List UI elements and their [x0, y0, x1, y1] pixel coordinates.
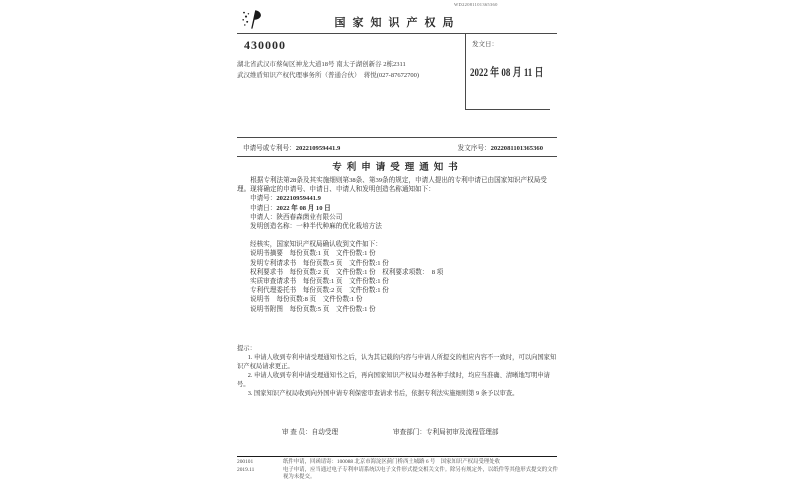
review-department-label: 审查部门： [393, 429, 426, 436]
recipient-address-line2: 武汉维盾知识产权代理事务所（普通合伙） 蒋悦(027-87672700) [237, 72, 419, 79]
footer [237, 459, 563, 482]
agency-title: 国家知识产权局 [334, 17, 461, 29]
footer-code: 200101 [237, 459, 254, 465]
examiner-label: 审 查 员： [282, 429, 312, 436]
recipient-address [237, 59, 463, 81]
detail-app-date-value: 2022 年 08 月 10 日 [276, 204, 331, 212]
note-item: 3. 国家知识产权局收到向外国申请专利保密审查请求书后，依据专利法实施细则第 9 条予以审查。 [247, 390, 519, 397]
review-department-value: 专利局初审及流程管理部 [425, 429, 499, 436]
footer-code: 2019.11 [237, 467, 255, 473]
detail-invention-value: 一种半代种麻的优化栽培方法 [296, 223, 382, 231]
notes-section [237, 344, 560, 398]
notice-body [237, 176, 560, 314]
footer-row [237, 459, 563, 466]
file-row: 权利要求书 每份页数:2 页 文件份数:1 份 权利要求项数： 8 项 [250, 268, 444, 276]
detail-app-no [237, 194, 560, 203]
file-row: 说明书摘要 每份页数:1 页 文件份数:1 份 [250, 250, 376, 258]
file-row: 说明书 每份页数:8 页 文件份数:1 份 [250, 296, 363, 304]
examiner-value: 自动受理 [311, 429, 339, 436]
footer-text: 电子申请，应当通过电子专利申请系统以电子文件形式提交相关文件。除另有规定外，以纸件等其他形式提交的文件视为未提交。 [283, 467, 558, 480]
detail-app-no-label: 申请号： [250, 195, 277, 203]
dispatch-serial [458, 142, 543, 152]
detail-applicant-label: 申请人： [250, 213, 277, 221]
issue-date-label: 发文日： [472, 41, 498, 48]
detail-app-no-value: 202210959441.9 [276, 195, 321, 203]
notice-title: 专利申请受理通知书 [332, 163, 463, 173]
dispatch-serial-value: 2022081101365360 [490, 145, 543, 152]
detail-applicant [237, 213, 560, 222]
footer-divider [237, 456, 557, 457]
file-row: 发明专利请求书 每份页数:5 页 文件份数:1 份 [250, 259, 389, 267]
note-item: 2. 申请人收到专利申请受理通知书之后，再向国家知识产权局办理各种手续时，均应当准确、清晰地写明申请号。 [237, 372, 550, 388]
issue-date-value: 2022 年 08 月 11 日 [470, 67, 544, 79]
file-row: 专利代理委托书 每份页数:2 页 文件份数:1 份 [250, 287, 389, 295]
examiner [282, 426, 338, 436]
note-item: 1. 申请人收到专利申请受理通知书之后，认为其记载的内容与申请人所提交的相应内容不一致时，可以向国家知识产权局请求更正。 [237, 354, 557, 370]
detail-invention-label: 发明创造名称： [250, 223, 297, 231]
issue-date-box [465, 34, 550, 110]
meta-band [237, 137, 557, 157]
footer-text: 纸件申请，回函请寄：100088 北京市海淀区蓟门桥西土城路 6 号 国家知识产权局受理处收 [283, 459, 500, 465]
footer-row [237, 467, 563, 481]
detail-app-date-label: 申请日： [250, 204, 277, 212]
file-row: 说明书附图 每份页数:5 页 文件份数:1 份 [250, 305, 376, 313]
dispatch-serial-label: 发文序号： [457, 145, 491, 152]
recipient-address-line1: 湖北省武汉市蔡甸区神龙大道18号 南太子湖创新谷 2栋2311 [237, 61, 406, 68]
application-number [243, 142, 340, 152]
detail-app-date [237, 204, 560, 213]
notes-label: 提示： [237, 345, 256, 352]
top-serial-code: WD22081101365360 [454, 2, 498, 7]
application-number-label: 申请号或专利号： [243, 145, 296, 152]
detail-invention [237, 222, 560, 231]
file-row: 实质审查请求书 每份页数:1 页 文件份数:1 份 [250, 278, 389, 286]
postcode: 430000 [244, 38, 286, 52]
review-department [393, 426, 499, 436]
files-intro: 经核实，国家知识产权局确认收到文件如下： [250, 241, 382, 249]
intro-paragraph: 根据专利法第28条及其实施细则第38条、第39条的规定，申请人提出的专利申请已由国家知识产权局受理。现将确定的申请号、申请日、申请人和发明创造名称通知如下： [237, 177, 547, 194]
application-number-value: 202210959441.9 [295, 145, 341, 152]
detail-applicant-value: 陕西春森菌业有限公司 [276, 213, 343, 221]
document-page [230, 0, 565, 500]
